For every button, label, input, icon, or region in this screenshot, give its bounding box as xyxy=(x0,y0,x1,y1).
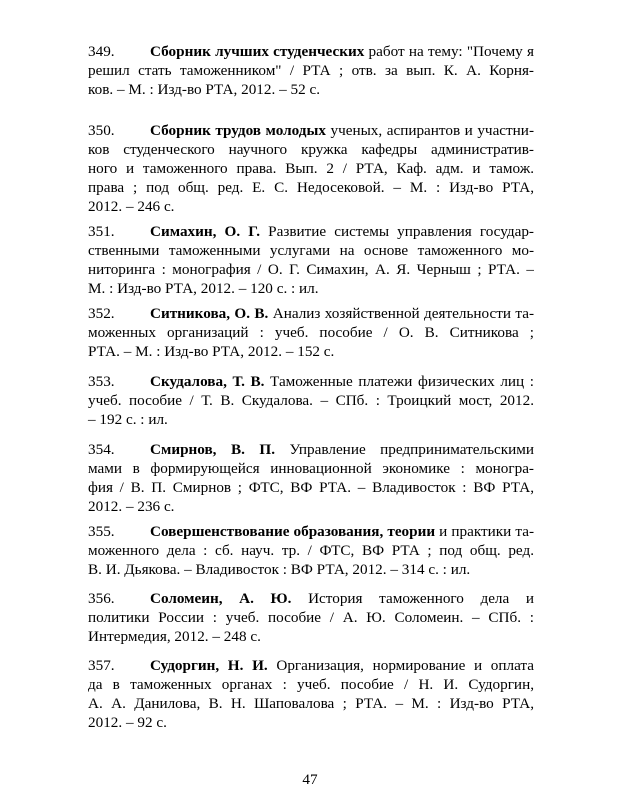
entry-title: Смирнов, В. П. xyxy=(150,441,276,458)
entry-title: Судоргин, Н. И. xyxy=(150,657,268,674)
entry-number: 351. xyxy=(88,223,115,240)
entry-line: учеб. пособие / Т. В. Скудалова. – СПб. : Троицкий мост, 2012. xyxy=(88,392,534,409)
entry-line: права ; под общ. ред. Е. С. Недосековой. – М. : Изд-во РТА, xyxy=(88,179,534,196)
entry-line: моженного дела : сб. науч. тр. / ФТС, ВФ РТА ; под общ. ред. xyxy=(88,542,534,559)
entry-line: ков. – М. : Изд-во РТА, 2012. – 52 с. xyxy=(88,81,321,98)
entry-line xyxy=(130,440,534,459)
entry-line-text: Развитие системы управления государ- xyxy=(260,223,534,240)
entry-line-text: Управление предпринимательскими xyxy=(289,441,534,458)
entry-line: 2012. – 92 с. xyxy=(88,714,167,731)
entry-line: 2012. – 246 с. xyxy=(88,198,175,215)
entry-line-text: и практики та- xyxy=(435,523,534,540)
entry-line xyxy=(130,656,534,675)
entry-title: Сборник трудов молодых xyxy=(150,122,326,139)
entry-line xyxy=(130,522,534,541)
entry-title: Ситникова, О. В. xyxy=(150,305,269,322)
entry-line: мами в формирующейся инновационной экономике : моногра- xyxy=(88,460,534,477)
entry-number: 357. xyxy=(88,657,115,674)
entry-line-text: Анализ хозяйственной деятельности та- xyxy=(268,305,534,322)
entry-line-text: Организация, нормирование и оплата xyxy=(276,657,534,674)
entry-number: 349. xyxy=(88,43,115,60)
entry-number: 356. xyxy=(88,590,115,607)
entry-line-text: История таможенного дела и xyxy=(308,590,534,607)
entry-line xyxy=(130,372,534,391)
entry-line xyxy=(130,589,534,608)
entry-number: 352. xyxy=(88,305,115,322)
entry-line: ного и таможенного права. Вып. 2 / РТА, Каф. адм. и тамож. xyxy=(88,160,534,177)
entry-title: Соломеин, А. Ю. xyxy=(150,590,292,607)
entry-line-text: ученых, аспирантов и участни- xyxy=(325,122,534,139)
entry-number: 355. xyxy=(88,523,115,540)
entry-number: 350. xyxy=(88,122,115,139)
entry-line: ниторинга : монография / О. Г. Симахин, А. Я. Черныш ; РТА. – xyxy=(88,261,534,278)
entry-title: Сборник лучших студенческих xyxy=(150,43,365,60)
entry-number: 353. xyxy=(88,373,115,390)
entry-line: М. : Изд-во РТА, 2012. – 120 с. : ил. xyxy=(88,280,319,297)
entry-line: фия / В. П. Смирнов ; ФТС, ВФ РТА. – Владивосток : ВФ РТА, xyxy=(88,479,534,496)
entry-line: Интермедия, 2012. – 248 с. xyxy=(88,628,261,645)
entry-title: Скудалова, Т. В. xyxy=(150,373,265,390)
entry-line xyxy=(130,304,534,323)
entry-title: Симахин, О. Г. xyxy=(150,223,261,240)
entry-line: ков студенческого научного кружка кафедры административ- xyxy=(88,141,534,158)
entry-number: 354. xyxy=(88,441,115,458)
entry-line: решил стать таможенником" / РТА ; отв. за вып. К. А. Корня- xyxy=(88,62,534,79)
entry-line-text: работ на тему: "Почему я xyxy=(364,43,534,60)
entry-line: ственными таможенными услугами на основе таможенного мо- xyxy=(88,242,534,259)
entry-line: 2012. – 236 с. xyxy=(88,498,175,515)
entry-line: РТА. – М. : Изд-во РТА, 2012. – 152 с. xyxy=(88,343,335,360)
entry-line xyxy=(130,222,534,241)
entry-line: политики России : учеб. пособие / А. Ю. Соломеин. – СПб. : xyxy=(88,609,534,626)
entry-title: Совершенствование образования, теории xyxy=(150,523,436,540)
entry-line-text: Таможенные платежи физических лиц : xyxy=(264,373,534,390)
entry-line xyxy=(130,42,534,61)
entry-line: В. И. Дьякова. – Владивосток : ВФ РТА, 2012. – 314 с. : ил. xyxy=(88,561,471,578)
entry-line: – 192 с. : ил. xyxy=(88,411,168,428)
entry-line: А. А. Данилова, В. Н. Шаповалова ; РТА. – М. : Изд-во РТА, xyxy=(88,695,534,712)
entry-line: моженных организаций : учеб. пособие / О. В. Ситникова ; xyxy=(88,324,534,341)
entry-line: да в таможенных органах : учеб. пособие / Н. И. Судоргин, xyxy=(88,676,534,693)
page-number: 47 xyxy=(302,771,318,788)
entry-line xyxy=(130,121,534,140)
